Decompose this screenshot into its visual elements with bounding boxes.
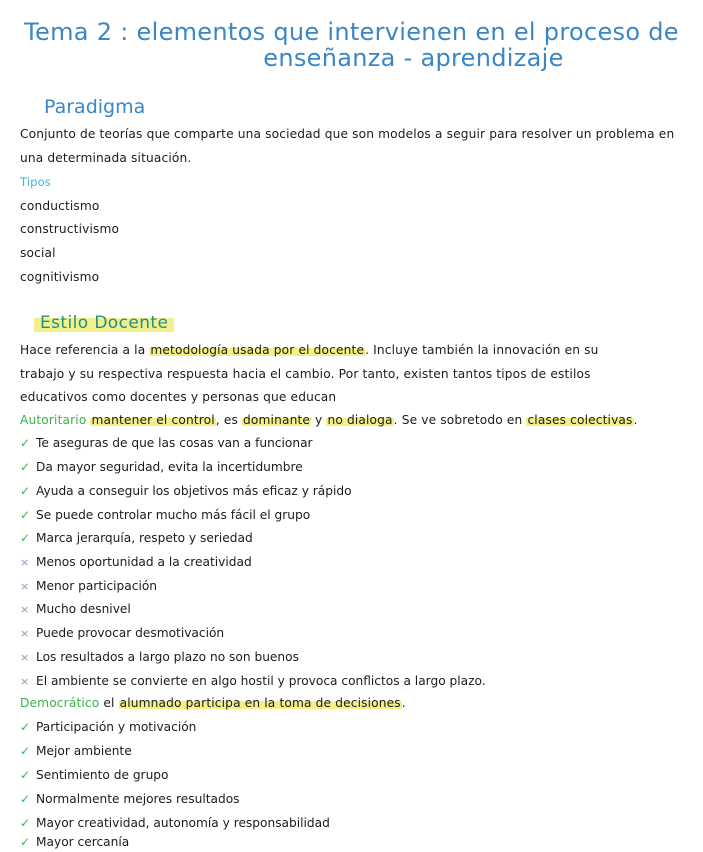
pro-item — [20, 528, 253, 548]
check-icon: ✓ — [20, 436, 31, 450]
pro-text: Participación y motivación — [36, 720, 197, 734]
paragraph-text: . Se ve sobretodo en — [393, 413, 527, 427]
con-item — [20, 623, 224, 643]
estilo-paragraph-line-1 — [20, 341, 599, 359]
pro-text: Normalmente mejores resultados — [36, 792, 240, 806]
con-text: Menor participación — [36, 579, 158, 593]
cross-icon: × — [20, 675, 30, 688]
highlighted-text: no dialoga — [327, 413, 393, 427]
paragraph-text: y — [311, 413, 327, 427]
paragraph-text: . Incluye también la innovación en su — [365, 343, 599, 357]
autoritario-line — [20, 411, 638, 429]
check-icon: ✓ — [20, 484, 31, 498]
pro-item — [20, 813, 330, 833]
pro-item — [20, 717, 196, 737]
cross-icon: × — [20, 556, 30, 569]
paradigma-definition-line-1: Conjunto de teorías que comparte una sociedad que son modelos a seguir para resolver un problema en — [20, 127, 675, 141]
cross-icon: × — [20, 603, 30, 616]
pro-text: Mayor cercanía — [36, 835, 130, 849]
pro-text: Marca jerarquía, respeto y seriedad — [36, 531, 253, 545]
pro-text: Te aseguras de que las cosas van a funcionar — [36, 436, 313, 450]
pro-item — [20, 505, 310, 525]
highlighted-text: alumnado participa en la toma de decisiones — [119, 696, 401, 710]
tipo-item: constructivismo — [20, 222, 120, 236]
check-icon: ✓ — [20, 531, 31, 545]
pro-text: Mayor creatividad, autonomía y responsabilidad — [36, 816, 330, 830]
pro-item — [20, 741, 132, 761]
paragraph-text: Hace referencia a la — [20, 343, 150, 357]
highlighted-text: mantener el control — [91, 413, 215, 427]
pro-item — [20, 481, 352, 501]
tipos-label: Tipos — [20, 175, 51, 189]
con-item — [20, 599, 131, 619]
pro-item — [20, 765, 169, 785]
check-icon: ✓ — [20, 816, 31, 830]
section-heading-paradigma: Paradigma — [44, 96, 146, 118]
con-text: Los resultados a largo plazo no son buenos — [36, 650, 299, 664]
con-text: Mucho desnivel — [36, 602, 131, 616]
check-icon: ✓ — [20, 460, 31, 474]
page-title-line-2: enseñanza - aprendizaje — [263, 44, 564, 72]
pro-item — [20, 832, 129, 852]
cross-icon: × — [20, 580, 30, 593]
pro-text: Mejor ambiente — [36, 744, 132, 758]
paragraph-text: el — [99, 696, 119, 710]
autoritario-label: Autoritario — [20, 413, 87, 427]
cross-icon: × — [20, 651, 30, 664]
estilo-paragraph-line-3: educativos como docentes y personas que educan — [20, 390, 337, 404]
con-text: Puede provocar desmotivación — [36, 626, 225, 640]
paradigma-definition-line-2: una determinada situación. — [20, 151, 192, 165]
pro-text: Da mayor seguridad, evita la incertidumbre — [36, 460, 303, 474]
cross-icon: × — [20, 627, 30, 640]
highlighted-text: clases colectivas — [527, 413, 633, 427]
highlighted-text: dominante — [243, 413, 311, 427]
pro-item — [20, 789, 240, 809]
con-item — [20, 647, 299, 667]
pro-text: Se puede controlar mucho más fácil el grupo — [36, 508, 311, 522]
check-icon: ✓ — [20, 744, 31, 758]
democratico-label: Democrático — [20, 696, 100, 710]
check-icon: ✓ — [20, 768, 31, 782]
tipo-item: conductismo — [20, 199, 100, 213]
con-text: El ambiente se convierte en algo hostil y provoca conflictos a largo plazo. — [36, 674, 486, 688]
estilo-paragraph-line-2: trabajo y su respectiva respuesta hacia el cambio. Por tanto, existen tantos tipos de estilos — [20, 367, 591, 381]
paragraph-text: . — [401, 696, 406, 710]
tipo-item: cognitivismo — [20, 270, 100, 284]
con-item — [20, 552, 252, 572]
con-item — [20, 576, 157, 596]
tipo-item: social — [20, 246, 56, 260]
paragraph-text: . — [633, 413, 638, 427]
paragraph-text: , es — [215, 413, 243, 427]
pro-item — [20, 433, 313, 453]
check-icon: ✓ — [20, 508, 31, 522]
pro-text: Ayuda a conseguir los objetivos más eficaz y rápido — [36, 484, 352, 498]
page-title-line-1: Tema 2 : elementos que intervienen en el proceso de — [24, 18, 679, 46]
check-icon: ✓ — [20, 792, 31, 806]
pro-text: Sentimiento de grupo — [36, 768, 169, 782]
pro-item — [20, 457, 303, 477]
democratico-line — [20, 694, 406, 712]
check-icon: ✓ — [20, 720, 31, 734]
section-heading-estilo-docente: Estilo Docente — [34, 311, 174, 335]
con-item — [20, 671, 486, 691]
highlighted-text: metodología usada por el docente — [150, 343, 365, 357]
con-text: Menos oportunidad a la creatividad — [36, 555, 252, 569]
check-icon: ✓ — [20, 835, 31, 849]
